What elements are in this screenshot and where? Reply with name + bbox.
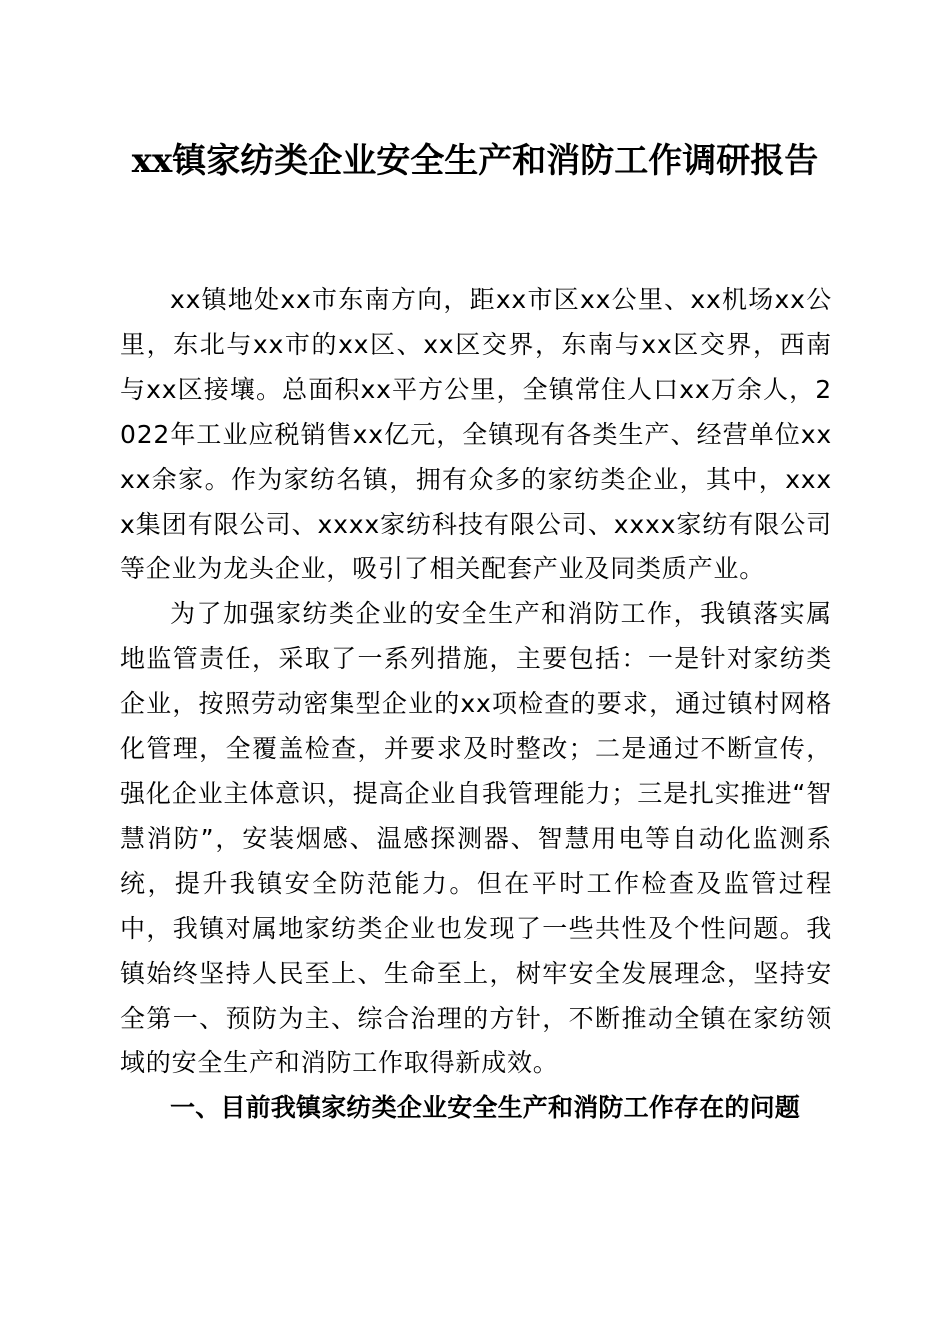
document-body <box>120 278 832 1131</box>
paragraph-intro: xx镇地处xx市东南方向，距xx市区xx公里、xx机场xx公里，东北与xx市的xx区、xx区交界，东南与xx区交界，西南与xx区接壤。总面积xx平方公里，全镇常住人口xx万余人，2022年工业应税销售xx亿元，全镇现有各类生产、经营单位xxxx余家。作为家纺名镇，拥有众多的家纺类企业，其中，xxxx集团有限公司、xxxx家纺科技有限公司、xxxx家纺有限公司等企业为龙头企业，吸引了相关配套产业及同类质产业。 <box>120 285 832 584</box>
section-heading: 一、目前我镇家纺类企业安全生产和消防工作存在的问题 <box>170 1093 801 1123</box>
document-title: xx镇家纺类企业安全生产和消防工作调研报告 <box>131 141 819 181</box>
paragraph-measures: 为了加强家纺类企业的安全生产和消防工作，我镇落实属地监管责任，采取了一系列措施，主要包括：一是针对家纺类企业，按照劳动密集型企业的xx项检查的要求，通过镇村网格化管理，全覆盖检查，并要求及时整改；二是通过不断宣传，强化企业主体意识，提高企业自我管理能力；三是扎实推进“智慧消防”，安装烟感、温感探测器、智慧用电等自动化监测系统，提升我镇安全防范能力。但在平时工作检查及监管过程中，我镇对属地家纺类企业也发现了一些共性及个性问题。我镇始终坚持人民至上、生命至上，树牢安全发展理念，坚持安全第一、预防为主、综合治理的方针，不断推动全镇在家纺领域的安全生产和消防工作取得新成效。 <box>120 599 832 1078</box>
